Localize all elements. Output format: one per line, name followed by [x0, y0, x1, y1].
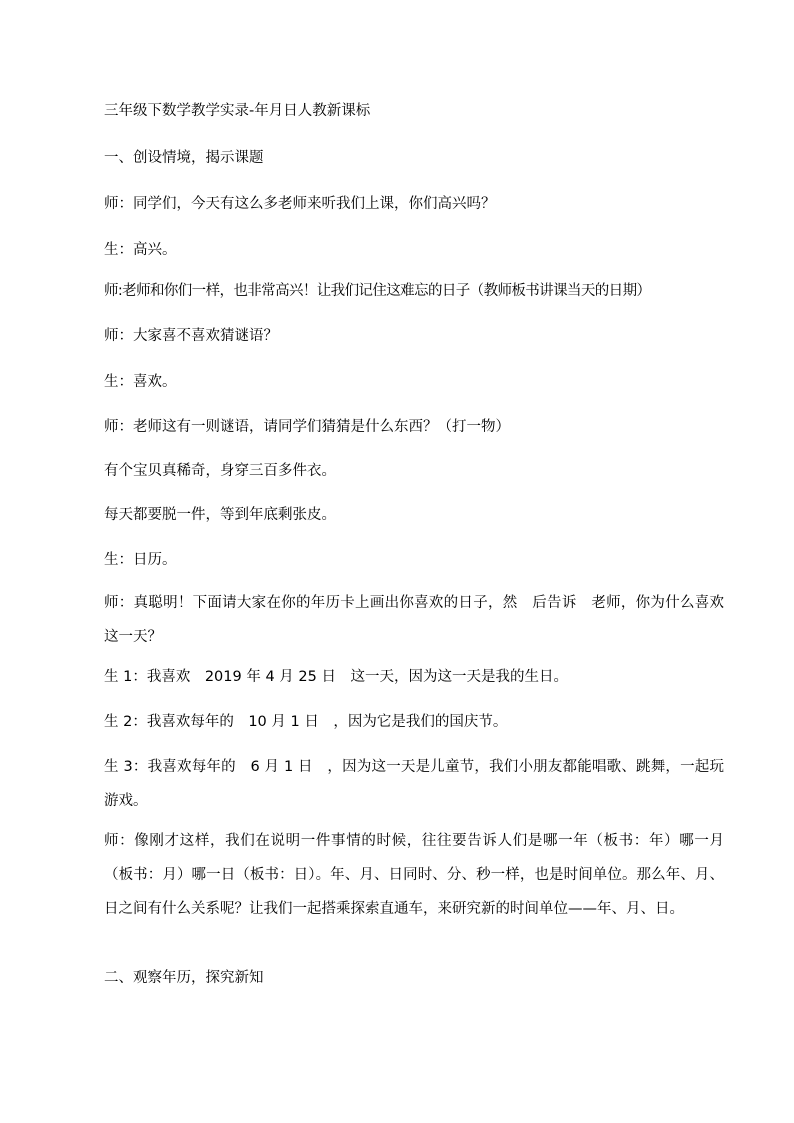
- riddle-line: 有个宝贝真稀奇，身穿三百多件衣。: [104, 463, 336, 479]
- dialogue-line: 师：老师这有一则谜语，请同学们猜猜是什么东西？（打一物）: [104, 419, 510, 435]
- dialogue-line: 生：高兴。: [104, 242, 177, 258]
- dialogue-paragraph: 生 3：我喜欢每年的 6 月 1 日 ，因为这一天是儿童节，我们小朋友都能唱歌、跳舞，一起玩游戏。: [104, 759, 724, 809]
- dialogue-line: 师：大家喜不喜欢猜谜语？: [104, 328, 278, 344]
- document-title: 三年级下数学教学实录-年月日人教新课标: [104, 103, 371, 119]
- dialogue-line: 生：日历。: [104, 552, 177, 568]
- dialogue-line: 师:老师和你们一样，也非常高兴！让我们记住这难忘的日子（教师板书讲课当天的日期）: [104, 283, 651, 299]
- dialogue-line: 生 1：我喜欢 2019 年 4 月 25 日 这一天，因为这一天是我的生日。: [104, 669, 568, 685]
- riddle-line: 每天都要脱一件，等到年底剩张皮。: [104, 507, 336, 523]
- dialogue-line: 生 2：我喜欢每年的 10 月 1 日 ，因为它是我们的国庆节。: [104, 714, 508, 730]
- section-heading: 一、创设情境，揭示课题: [104, 150, 264, 166]
- dialogue-line: 师：同学们，今天有这么多老师来听我们上课，你们高兴吗？: [104, 196, 496, 212]
- dialogue-line: 生：喜欢。: [104, 374, 177, 390]
- section-heading: 二、观察年历，探究新知: [104, 970, 264, 986]
- dialogue-paragraph: 师：像刚才这样，我们在说明一件事情的时候，往往要告诉人们是哪一年（板书：年）哪一月（板书：月）哪一日（板书：日）。年、月、日同时、分、秒一样，也是时间单位。那么年、月、日之间有什么关系呢？让我们一起搭乘探索直通车，来研究新的时间单位——年、月、日。: [104, 833, 724, 917]
- dialogue-paragraph: 师：真聪明！下面请大家在你的年历卡上画出你喜欢的日子，然 后告诉 老师，你为什么喜欢这一天？: [104, 595, 724, 645]
